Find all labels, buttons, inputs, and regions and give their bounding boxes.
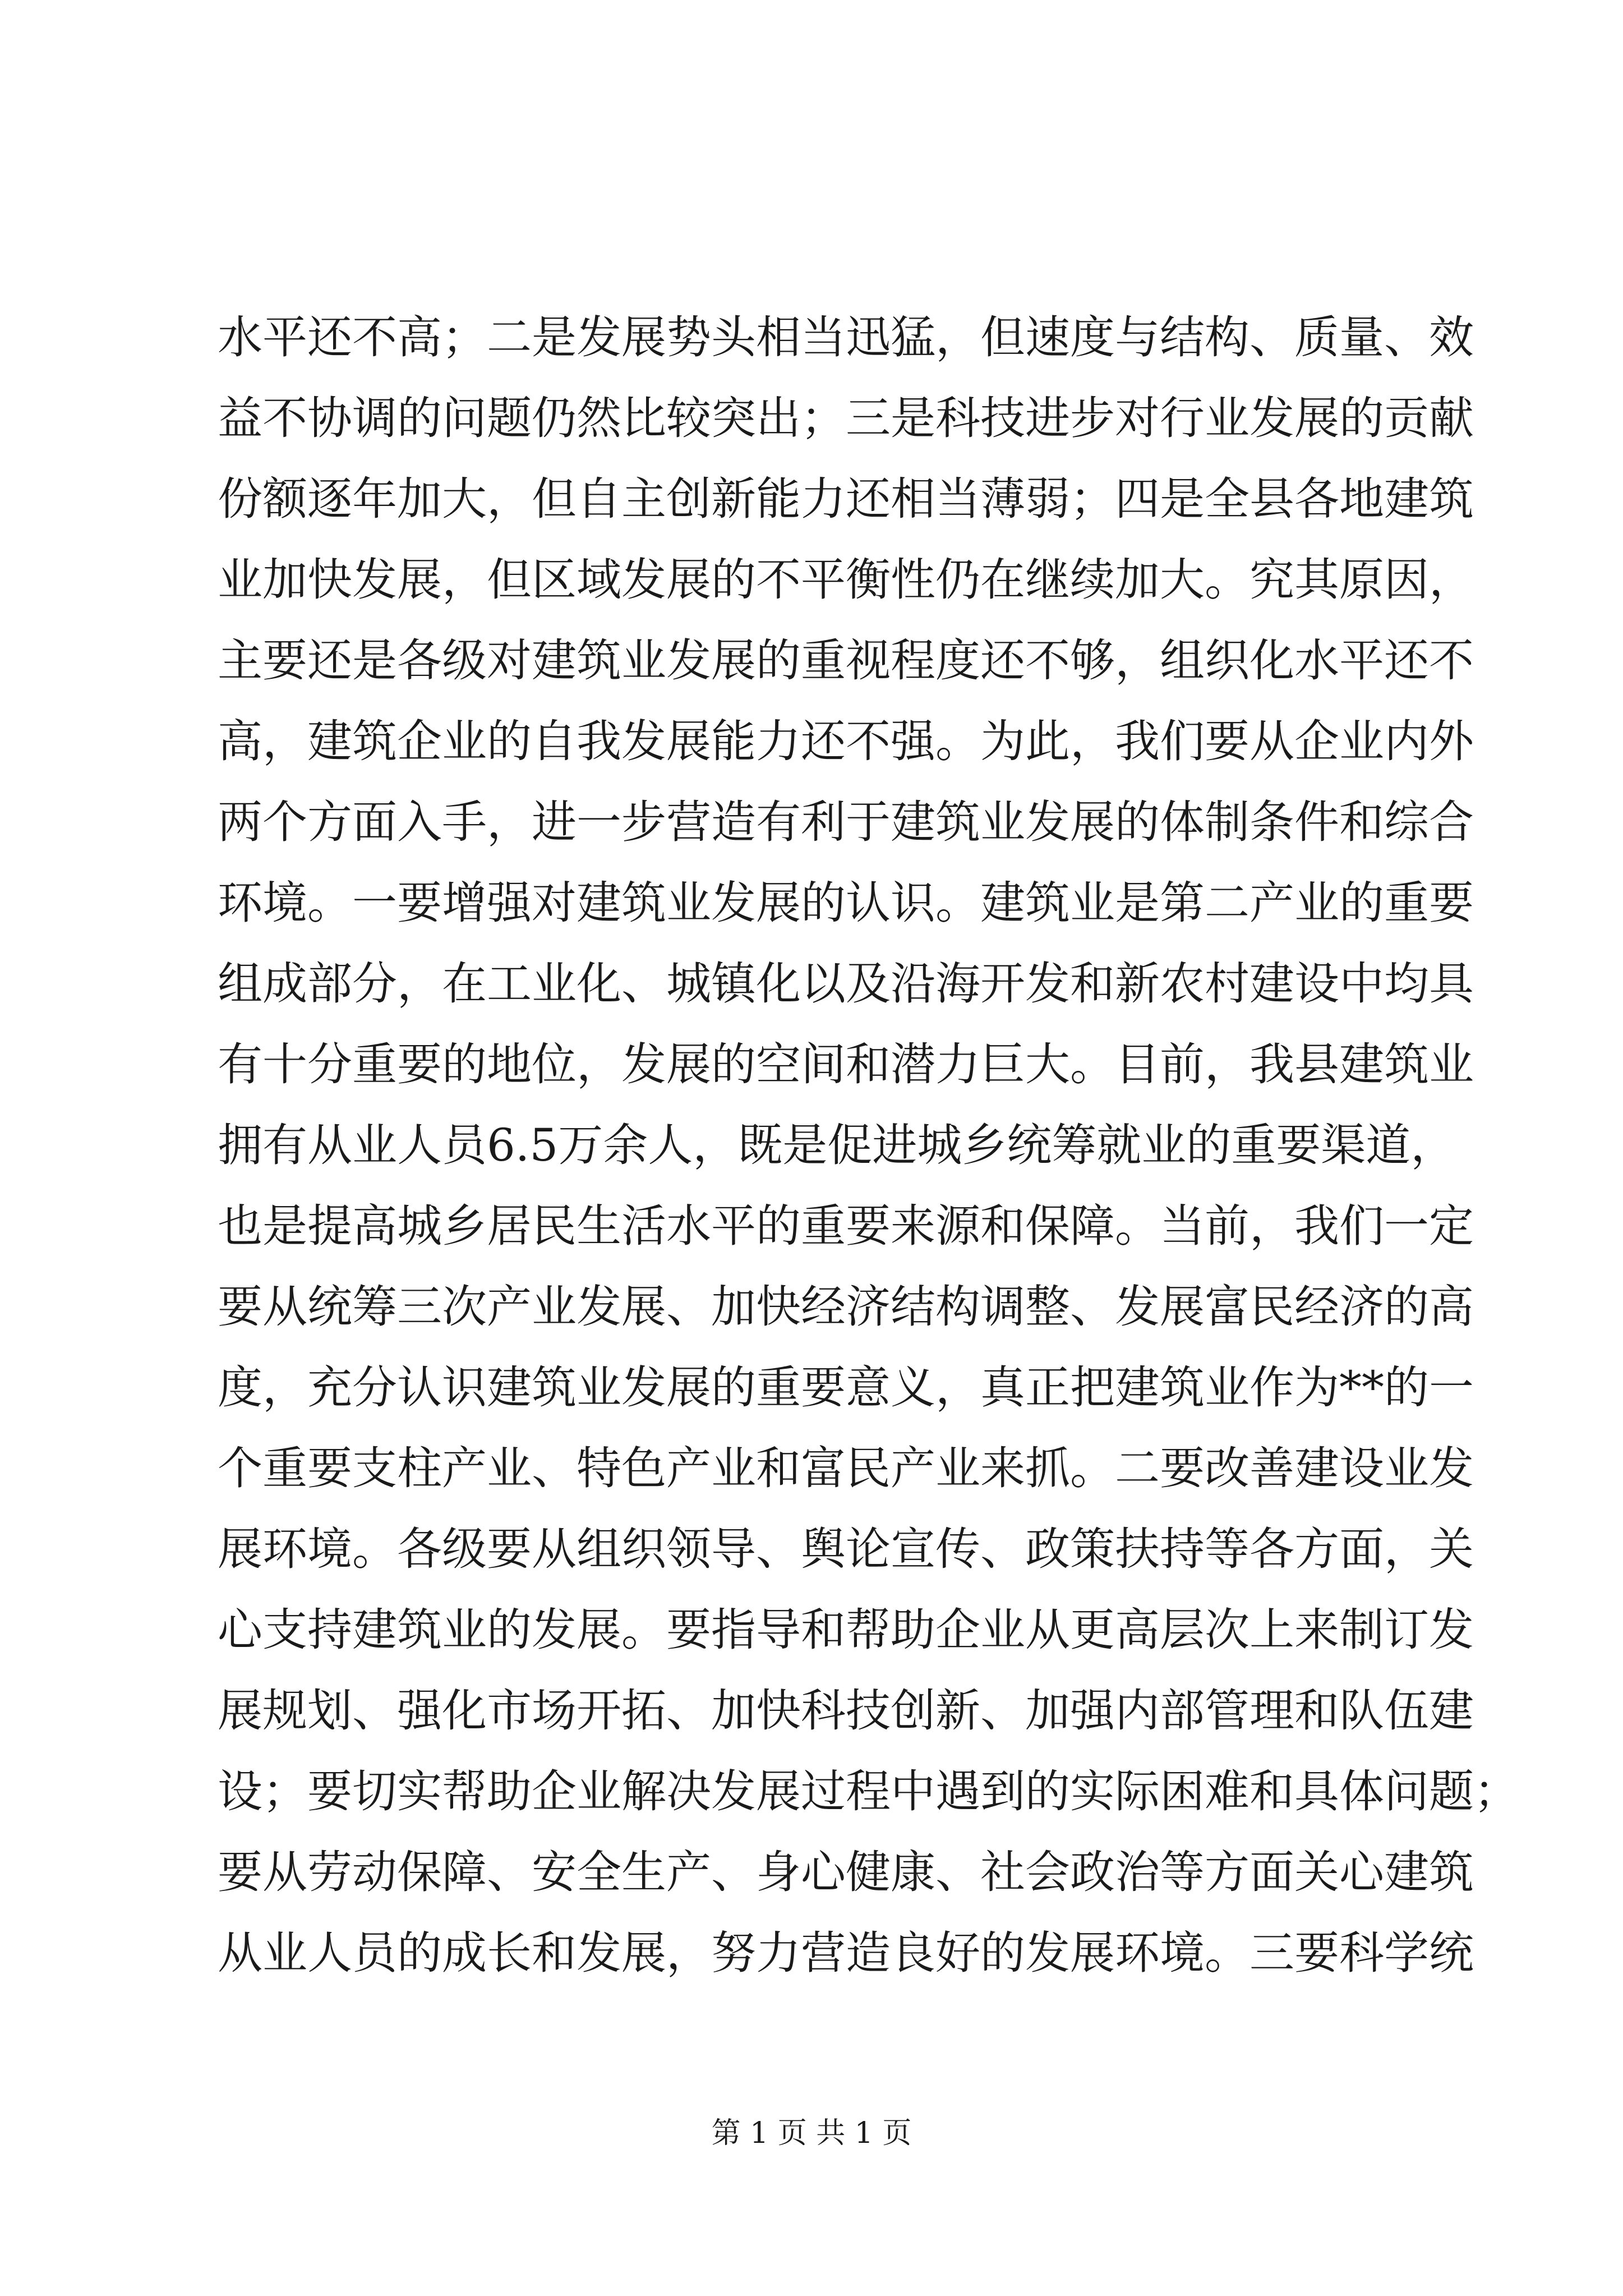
text-line: 度，充分认识建筑业发展的重要意义，真正把建筑业作为**的一 <box>218 1361 1474 1414</box>
page-footer <box>0 2109 1623 2151</box>
text-line: 拥有从业人员6.5万余人，既是促进城乡统筹就业的重要渠道， <box>218 1119 1456 1171</box>
text-line: 份额逐年加大，但自主创新能力还相当薄弱；四是全县各地建筑 <box>218 473 1474 525</box>
text-line: 两个方面入手，进一步营造有利于建筑业发展的体制条件和综合 <box>218 796 1474 848</box>
body-text <box>218 297 1623 1994</box>
text-line: 要从统筹三次产业发展、加快经济结构调整、发展富民经济的高 <box>218 1281 1474 1333</box>
text-line: 展环境。各级要从组织领导、舆论宣传、政策扶持等各方面，关 <box>218 1523 1474 1575</box>
text-line: 环境。一要增强对建筑业发展的认识。建筑业是第二产业的重要 <box>218 877 1474 929</box>
text-line: 心支持建筑业的发展。要指导和帮助企业从更高层次上来制订发 <box>218 1604 1474 1656</box>
text-line: 也是提高城乡居民生活水平的重要来源和保障。当前，我们一定 <box>218 1200 1474 1252</box>
page-number-label: 第 1 页 共 1 页 <box>711 2116 912 2150</box>
text-line: 高，建筑企业的自我发展能力还不强。为此，我们要从企业内外 <box>218 715 1474 767</box>
text-line: 水平还不高；二是发展势头相当迅猛，但速度与结构、质量、效 <box>218 311 1474 364</box>
text-line: 要从劳动保障、安全生产、身心健康、社会政治等方面关心建筑 <box>218 1846 1474 1898</box>
text-line: 个重要支柱产业、特色产业和富民产业来抓。二要改善建设业发 <box>218 1442 1474 1494</box>
text-line: 有十分重要的地位，发展的空间和潜力巨大。目前，我县建筑业 <box>218 1038 1474 1091</box>
text-line: 业加快发展，但区域发展的不平衡性仍在继续加大。究其原因， <box>218 554 1474 606</box>
text-line: 组成部分，在工业化、城镇化以及沿海开发和新农村建设中均具 <box>218 958 1474 1010</box>
text-line: 从业人员的成长和发展，努力营造良好的发展环境。三要科学统 <box>218 1927 1474 1979</box>
text-line: 主要还是各级对建筑业发展的重视程度还不够，组织化水平还不 <box>218 634 1474 687</box>
text-line: 展规划、强化市场开拓、加快科技创新、加强内部管理和队伍建 <box>218 1685 1474 1737</box>
text-line: 设；要切实帮助企业解决发展过程中遇到的实际困难和具体问题； <box>218 1765 1519 1818</box>
text-line: 益不协调的问题仍然比较突出；三是科技进步对行业发展的贡献 <box>218 392 1474 444</box>
